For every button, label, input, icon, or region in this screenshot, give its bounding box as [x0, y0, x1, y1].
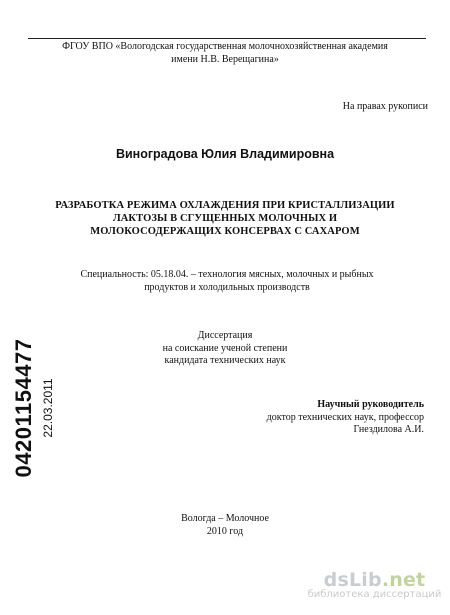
place-and-year — [0, 513, 450, 538]
title-line: РАЗРАБОТКА РЕЖИМА ОХЛАЖДЕНИЯ ПРИ КРИСТАЛЛИЗАЦИИ — [55, 200, 395, 211]
year: 2010 год — [206, 525, 244, 537]
watermark-logo-text — [307, 569, 442, 591]
supervisor-name: Гнездилова А.И. — [353, 424, 424, 435]
library-stamp — [10, 328, 58, 488]
degree-line: кандидата технических наук — [164, 355, 286, 366]
author-name: Виноградова Юлия Владимировна — [115, 147, 335, 161]
organization-line-2: имени Н.В. Верещагина» — [171, 54, 279, 65]
supervisor-heading: Научный руководитель — [317, 399, 424, 410]
title-line: ЛАКТОЗЫ В СГУЩЕННЫХ МОЛОЧНЫХ И — [112, 213, 338, 224]
supervisor-degree: доктор технических наук, профессор — [266, 411, 424, 423]
supervisor-block — [234, 399, 424, 437]
watermark-logo — [307, 569, 442, 609]
degree-statement — [0, 330, 450, 368]
header-rule — [28, 38, 426, 39]
stamp-date: 22.03.2011 — [41, 378, 55, 438]
specialty-line: продуктов и холодильных производств — [144, 282, 310, 293]
stamp-number: 04201154477 — [11, 338, 36, 478]
dissertation-title — [0, 199, 450, 238]
specialty-line: Специальность: 05.18.04. – технология мясных, молочных и рыбных — [80, 269, 374, 280]
degree-line: на соискание ученой степени — [162, 342, 288, 354]
city: Вологда – Молочное — [181, 513, 269, 524]
rights-note: На правах рукописи — [342, 101, 428, 112]
organization-line-1: ФГОУ ВПО «Вологодская государственная молочнохозяйственная академия — [62, 41, 388, 52]
specialty — [62, 268, 392, 294]
watermark-logo-main: dsLib — [323, 569, 382, 591]
title-line: МОЛОКОСОДЕРЖАЩИХ КОНСЕРВАХ С САХАРОМ — [90, 226, 360, 237]
watermark-logo-accent: .net — [381, 569, 426, 591]
organization-header — [0, 40, 450, 66]
watermark-subtitle: библиотека диссертаций — [307, 589, 442, 600]
degree-line: Диссертация — [197, 330, 253, 341]
